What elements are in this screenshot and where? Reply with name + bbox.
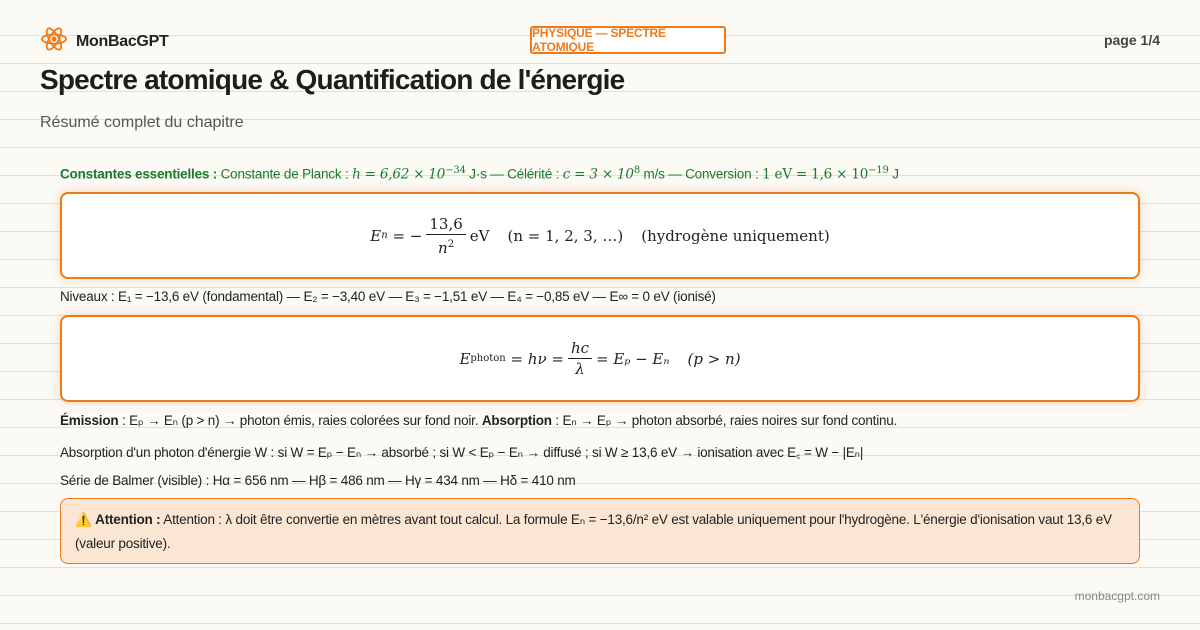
celerite-unit: m/s — <box>643 166 686 182</box>
conversion-label: Conversion : <box>685 166 759 182</box>
page-number: page 1/4 <box>1103 32 1160 48</box>
emission-text: : Eₚ → Eₙ (p > n) → photon émis, raies colorées sur fond noir. <box>121 413 479 428</box>
formula1-note: (hydrogène uniquement) <box>641 226 830 245</box>
brand[interactable] <box>40 26 168 57</box>
formula2-eq1: = hν = <box>510 349 564 368</box>
subject-badge: PHYSIQUE — SPECTRE ATOMIQUE <box>530 26 726 54</box>
constants-label: Constantes essentielles : <box>60 166 218 182</box>
warning-text: Attention : λ doit être convertie en mètres avant tout calcul. La formule Eₙ = −13,6/n² eV est valable uniquement pour l'hydrogène. L'énergie d'ionisation vaut 13,6 eV (valeur positive). <box>75 512 1112 551</box>
formula2-eq2: = Eₚ − Eₙ <box>596 349 670 368</box>
formula1-lhs: E <box>370 226 382 245</box>
formula1-lhs-sub: n <box>381 230 388 241</box>
formula2-lhs-sub: photon <box>470 353 506 364</box>
photon-energy-formula <box>60 315 1140 402</box>
energy-level-formula <box>60 192 1140 279</box>
celerite-label: Célérité : <box>507 166 560 182</box>
formula2-numerator: hc <box>568 339 592 359</box>
page-subtitle: Résumé complet du chapitre <box>40 114 244 131</box>
formula1-denominator: n <box>438 238 448 257</box>
planck-value: h = 6,62 × 10 <box>352 166 446 183</box>
warning-icon: ⚠️ <box>75 512 92 527</box>
header <box>40 26 1160 56</box>
planck-unit: J·s — <box>469 166 508 182</box>
page-title: Spectre atomique & Quantification de l'énergie <box>40 64 625 95</box>
warning-label: Attention : <box>95 512 161 527</box>
photon-absorption-line: Absorption d'un photon d'énergie W : si W = Eₚ − Eₙ → absorbé ; si W < Eₚ − Eₙ → diffusé ; si W ≥ 13,6 eV → ionisation avec E꜀ = W − |Eₙ| <box>60 445 864 460</box>
balmer-series-line: Série de Balmer (visible) : Hα = 656 nm — Hβ = 486 nm — Hγ = 434 nm — Hδ = 410 nm <box>60 473 576 488</box>
formula1-condition: (n = 1, 2, 3, …) <box>507 226 624 245</box>
footer-site-link[interactable]: monbacgpt.com <box>1074 589 1160 603</box>
warning-box <box>60 498 1140 564</box>
conversion-exponent: −19 <box>868 165 889 176</box>
celerite-exponent: 8 <box>633 165 640 176</box>
formula1-denominator-exp: 2 <box>447 238 455 250</box>
conversion-value: 1 eV = 1,6 × 10 <box>762 166 869 183</box>
planck-label: Constante de Planck : <box>220 166 349 182</box>
absorption-text: : Eₙ → Eₚ → photon absorbé, raies noires sur fond continu. <box>555 413 898 428</box>
emission-label: Émission <box>60 413 119 428</box>
formula1-fraction <box>426 215 465 257</box>
celerite-value: c = 3 × 10 <box>562 166 634 183</box>
formula2-condition: (p > n) <box>687 349 741 368</box>
formula2-denominator: λ <box>575 360 585 378</box>
energy-levels-line: Niveaux : E₁ = −13,6 eV (fondamental) — E₂ = −3,40 eV — E₃ = −1,51 eV — E₄ = −0,85 eV — E∞ = 0 eV (ionisé) <box>60 289 716 304</box>
formula1-unit: eV <box>469 226 490 245</box>
constants-line <box>60 165 1140 183</box>
emission-absorption-line <box>60 413 1140 429</box>
formula2-lhs: E <box>459 349 471 368</box>
formula2-fraction <box>568 339 592 378</box>
formula1-numerator: 13,6 <box>426 215 465 235</box>
brand-name: MonBacGPT <box>76 32 169 50</box>
atom-icon <box>40 26 68 57</box>
conversion-unit: J <box>892 166 899 182</box>
formula1-eq: = − <box>392 226 423 245</box>
planck-exponent: −34 <box>445 165 466 176</box>
absorption-label: Absorption <box>481 413 552 428</box>
